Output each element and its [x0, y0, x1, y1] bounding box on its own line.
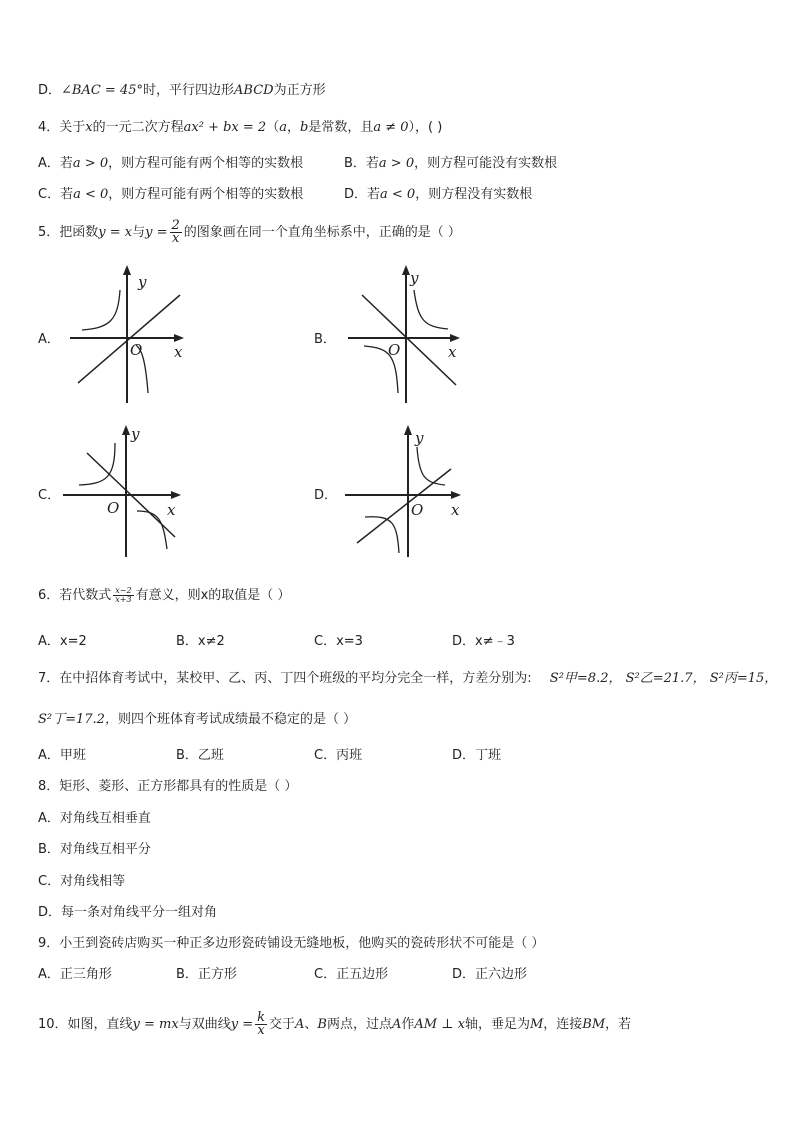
q7-option-a[interactable]: A．甲班 [38, 748, 86, 763]
stem-text: ），( ) [408, 120, 443, 135]
denominator: x [257, 1023, 265, 1038]
option-letter: D． [38, 83, 62, 98]
q5-graph-c[interactable] [63, 425, 188, 560]
x-label: x [167, 501, 176, 519]
var-b: b [299, 120, 309, 135]
q8-option-a[interactable]: A．对角线互相垂直 [38, 811, 151, 826]
q10-stem [38, 1012, 631, 1037]
equation: ax² + bx = 2 [183, 120, 267, 135]
line-decreasing [362, 295, 456, 385]
stem-text: 交于 [269, 1017, 296, 1032]
origin-label: O [107, 499, 120, 517]
stem-text: 有意义，则x的取值是（ ） [135, 588, 291, 603]
perpendicular: AM ⊥ x [414, 1017, 465, 1032]
q9-option-a[interactable]: A．正三角形 [38, 967, 112, 982]
x-label: x [174, 343, 183, 361]
q9-option-d[interactable]: D．正六边形 [452, 967, 528, 982]
stem-text: 是常数，且 [308, 120, 374, 135]
stem-text: 10．如图，直线 [38, 1017, 133, 1032]
q4-option-d[interactable] [344, 186, 532, 204]
q5-option-a-label[interactable]: A． [38, 332, 60, 347]
origin-label: O [388, 341, 401, 359]
hyperbola-branch-upper-right [414, 290, 448, 329]
q7-option-b[interactable]: B．乙班 [176, 748, 224, 763]
var-x: x [85, 120, 93, 135]
x-axis-arrow [451, 491, 461, 499]
option-math: a > 0 [72, 156, 109, 171]
option-text: A．若 [38, 156, 73, 171]
q9-option-b[interactable]: B．正方形 [176, 967, 237, 982]
q4-stem [38, 119, 442, 137]
stem-text: 的一元二次方程 [92, 120, 184, 135]
variance-jia: S²甲=8.2， [549, 671, 622, 686]
origin-label: O [130, 341, 143, 359]
hyperbola-branch-lower-right [137, 511, 167, 549]
option-math: a < 0 [73, 187, 109, 202]
stem-text: ，若 [605, 1017, 632, 1032]
option-text: ，则方程可能有两个相等的实数根 [108, 187, 304, 202]
q5-option-d-label[interactable]: D． [314, 488, 338, 503]
option-text: ，则方程没有实数根 [415, 187, 533, 202]
y-label: y [131, 425, 140, 443]
stem-text: 与双曲线 [178, 1017, 231, 1032]
stem-text: （ [266, 120, 280, 135]
q8-option-c[interactable]: C．对角线相等 [38, 874, 126, 889]
function-2-fraction [170, 220, 182, 245]
q6-option-c[interactable]: C．x=3 [314, 634, 363, 649]
denominator: x+3 [115, 595, 132, 604]
point-a: A [295, 1017, 305, 1032]
origin-label: O [411, 501, 424, 519]
stem-text: 轴，垂足为 [464, 1017, 530, 1032]
line-equation: y = mx [132, 1017, 179, 1032]
x-axis-arrow [450, 334, 460, 342]
q3-option-d [38, 82, 326, 100]
stem-text: 则四个班体育考试成绩最不稳定的是（ ） [117, 712, 357, 727]
var-a: a [279, 120, 287, 135]
q8-option-b[interactable]: B．对角线互相平分 [38, 842, 151, 857]
stem-text: 、 [304, 1017, 318, 1032]
q8-stem: 8．矩形、菱形、正方形都具有的性质是（ ） [38, 779, 298, 794]
y-label: y [415, 429, 424, 447]
x-axis-arrow [174, 334, 184, 342]
option-math: a > 0 [378, 156, 415, 171]
denominator: x [171, 231, 180, 246]
stem-text: ，连接 [543, 1017, 583, 1032]
q5-option-c-label[interactable]: C． [38, 488, 61, 503]
option-text: C．若 [38, 187, 74, 202]
q4-option-b[interactable] [344, 155, 557, 173]
stem-text: 两点，过点 [326, 1017, 392, 1032]
y-axis-arrow [402, 265, 410, 275]
y-label: y [138, 273, 147, 291]
stem-text: 6．若代数式 [38, 588, 112, 603]
stem-text: 作 [401, 1017, 415, 1032]
q7-stem-line-1 [38, 670, 777, 688]
q7-stem-line-2 [38, 711, 356, 729]
y-axis-arrow [404, 425, 412, 435]
option-text: B．若 [344, 156, 379, 171]
q6-stem [38, 587, 290, 605]
numerator: 2 [171, 218, 180, 233]
segment-bm: BM [582, 1017, 606, 1032]
angle-expression: ∠BAC = 45° [61, 83, 143, 98]
stem-text: 的图象画在同一个直角坐标系中，正确的是（ ） [183, 225, 461, 240]
q4-option-a[interactable] [38, 155, 303, 173]
point-m: M [529, 1017, 544, 1032]
stem-text: ， [286, 120, 300, 135]
y-label: y [410, 269, 419, 287]
y-axis-arrow [123, 265, 131, 275]
function-2-lhs: y = [145, 225, 168, 240]
hyperbola-lhs: y = [230, 1017, 254, 1032]
q6-option-d[interactable]: D．x≠﹣3 [452, 634, 515, 649]
x-axis-arrow [171, 491, 181, 499]
point-b: B [317, 1017, 327, 1032]
q8-option-d[interactable]: D．每一条对角线平分一组对角 [38, 905, 218, 920]
option-math: a < 0 [380, 187, 416, 202]
option-text: 时，平行四边形 [143, 83, 235, 98]
q7-option-d[interactable]: D．丁班 [452, 748, 502, 763]
y-axis-arrow [122, 425, 130, 435]
option-text: ，则方程可能没有实数根 [414, 156, 558, 171]
option-text: 为正方形 [273, 83, 326, 98]
stem-text: 4．关于 [38, 120, 86, 135]
q6-fraction [113, 587, 133, 604]
numerator: x−2 [115, 586, 132, 595]
q5-stem [38, 220, 461, 245]
q6-option-a[interactable]: A．x=2 [38, 634, 87, 649]
hyperbola-branch-upper-right [417, 447, 445, 485]
q5-graph-a[interactable] [70, 265, 190, 405]
stem-text: 与 [132, 225, 146, 240]
hyperbola-branch-upper-left [82, 290, 120, 330]
x-label: x [451, 501, 460, 519]
x-label: x [448, 343, 457, 361]
hyperbola-fraction [255, 1012, 267, 1037]
variance-yi: S²乙=21.7， [625, 671, 706, 686]
q4-option-c[interactable] [38, 186, 303, 204]
q5-graph-b[interactable] [348, 265, 468, 405]
q9-stem: 9．小王到瓷砖店购买一种正多边形瓷砖铺设无缝地板，他购买的瓷砖形状不可能是（ ） [38, 936, 545, 951]
variance-bing: S²丙=15， [709, 671, 778, 686]
q9-option-c[interactable]: C．正五边形 [314, 967, 389, 982]
q7-option-c[interactable]: C．丙班 [314, 748, 363, 763]
q5-graph-d[interactable] [345, 425, 470, 560]
parallelogram-name: ABCD [234, 83, 274, 98]
hyperbola-branch-upper-left [79, 443, 115, 485]
line-y-eq-x [357, 469, 451, 543]
point-a: A [392, 1017, 402, 1032]
stem-text: 5．把函数 [38, 225, 99, 240]
stem-text: 7．在中招体育考试中，某校甲、乙、丙、丁四个班级的平均分完全一样，方差分别为: [38, 671, 532, 686]
function-1: y = x [98, 225, 133, 240]
condition: a ≠ 0 [373, 120, 409, 135]
q5-option-b-label[interactable]: B． [314, 332, 336, 347]
option-text: ，则方程可能有两个相等的实数根 [108, 156, 304, 171]
variance-ding: S²丁=17.2， [38, 712, 118, 727]
option-text: D．若 [344, 187, 381, 202]
q6-option-b[interactable]: B．x≠2 [176, 634, 225, 649]
hyperbola-branch-lower-left [365, 517, 399, 553]
numerator: k [257, 1010, 265, 1025]
